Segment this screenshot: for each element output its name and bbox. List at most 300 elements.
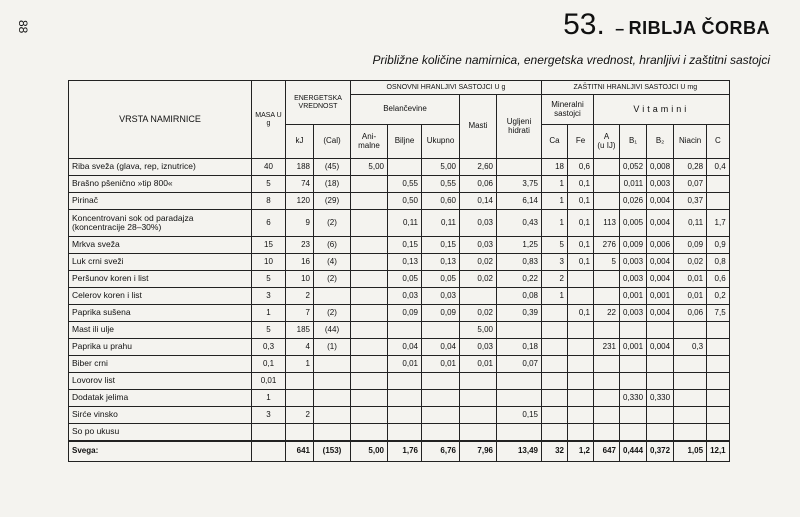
cell-b1 — [620, 356, 647, 373]
cell-a — [594, 288, 620, 305]
cell-b1 — [620, 373, 647, 390]
cell-b2 — [647, 322, 674, 339]
cell-fe: 0,1 — [568, 193, 594, 210]
cell-niacin: 0,06 — [674, 305, 707, 322]
header-vit-a-letter: A — [603, 131, 610, 141]
table-row — [69, 237, 730, 254]
cell-plant: 0,09 — [388, 305, 422, 322]
cell-name: Svega: — [69, 441, 252, 462]
cell-total: 0,60 — [422, 193, 460, 210]
cell-cal — [314, 407, 351, 424]
recipe-dash: – — [615, 21, 625, 38]
cell-a — [594, 176, 620, 193]
cell-mass: 3 — [252, 407, 286, 424]
cell-niacin: 0,3 — [674, 339, 707, 356]
cell-name: Lovorov list — [69, 373, 252, 390]
cell-fat — [460, 424, 497, 442]
cell-niacin: 1,05 — [674, 441, 707, 462]
cell-b1: 0,003 — [620, 271, 647, 288]
cell-kj: 2 — [286, 407, 314, 424]
subtitle: Približne količine namirnica, energetska vrednost, hranljivi i zaštitni sastojci — [372, 53, 770, 67]
cell-c — [707, 193, 730, 210]
cell-mass — [252, 424, 286, 442]
cell-animal — [351, 237, 388, 254]
cell-a — [594, 407, 620, 424]
cell-name: Paprika u prahu — [69, 339, 252, 356]
header-plant: Biljne — [388, 125, 422, 159]
cell-kj: 641 — [286, 441, 314, 462]
cell-animal — [351, 210, 388, 237]
cell-carbs: 1,25 — [497, 237, 542, 254]
cell-niacin: 0,37 — [674, 193, 707, 210]
cell-fe: 0,1 — [568, 176, 594, 193]
table-row — [69, 210, 730, 237]
cell-c: 0,4 — [707, 159, 730, 176]
cell-a: 647 — [594, 441, 620, 462]
cell-fat: 0,14 — [460, 193, 497, 210]
cell-animal — [351, 288, 388, 305]
cell-ca: 1 — [542, 193, 568, 210]
header-basic: OSNOVNI HRANLJIVI SASTOJCI U g — [351, 81, 542, 95]
cell-fat: 0,03 — [460, 210, 497, 237]
cell-b2: 0,008 — [647, 159, 674, 176]
cell-total — [422, 373, 460, 390]
cell-niacin: 0,11 — [674, 210, 707, 237]
cell-niacin — [674, 356, 707, 373]
cell-a — [594, 193, 620, 210]
cell-plant: 0,15 — [388, 237, 422, 254]
cell-c: 0,9 — [707, 237, 730, 254]
cell-kj: 188 — [286, 159, 314, 176]
cell-b1: 0,003 — [620, 305, 647, 322]
cell-c — [707, 322, 730, 339]
cell-plant: 0,13 — [388, 254, 422, 271]
cell-niacin: 0,01 — [674, 288, 707, 305]
cell-a — [594, 322, 620, 339]
cell-animal — [351, 407, 388, 424]
recipe-number: 53. — [563, 8, 605, 41]
cell-kj: 120 — [286, 193, 314, 210]
cell-cal — [314, 373, 351, 390]
table-row — [69, 193, 730, 210]
header-niacin: Niacin — [674, 125, 707, 159]
cell-mass: 0,01 — [252, 373, 286, 390]
cell-niacin — [674, 407, 707, 424]
cell-name: Biber crni — [69, 356, 252, 373]
cell-name: Sirće vinsko — [69, 407, 252, 424]
cell-cal: (45) — [314, 159, 351, 176]
cell-carbs: 0,15 — [497, 407, 542, 424]
table-row — [69, 356, 730, 373]
header-b2: B₂ — [647, 125, 674, 159]
cell-ca: 18 — [542, 159, 568, 176]
header-energy: ENERGETSKA VREDNOST — [286, 81, 351, 125]
cell-b2 — [647, 373, 674, 390]
cell-animal — [351, 424, 388, 442]
cell-mass: 3 — [252, 288, 286, 305]
cell-total: 5,00 — [422, 159, 460, 176]
header-total-protein: Ukupno — [422, 125, 460, 159]
header-vitamins: Vitamini — [594, 95, 730, 125]
cell-carbs: 13,49 — [497, 441, 542, 462]
cell-c: 12,1 — [707, 441, 730, 462]
cell-name: Pirinač — [69, 193, 252, 210]
cell-niacin: 0,01 — [674, 271, 707, 288]
cell-fe — [568, 322, 594, 339]
cell-plant — [388, 322, 422, 339]
header-protective: ZAŠTITNI HRANLJIVI SASTOJCI U mg — [542, 81, 730, 95]
header-b1: B₁ — [620, 125, 647, 159]
cell-animal — [351, 271, 388, 288]
cell-mass: 1 — [252, 305, 286, 322]
table-row — [69, 254, 730, 271]
cell-fe — [568, 339, 594, 356]
cell-b2: 0,003 — [647, 176, 674, 193]
cell-carbs — [497, 373, 542, 390]
cell-c — [707, 339, 730, 356]
cell-animal — [351, 373, 388, 390]
cell-animal — [351, 339, 388, 356]
cell-animal — [351, 322, 388, 339]
cell-b1: 0,444 — [620, 441, 647, 462]
cell-fat: 2,60 — [460, 159, 497, 176]
cell-b1: 0,052 — [620, 159, 647, 176]
cell-plant: 0,04 — [388, 339, 422, 356]
table-body — [69, 159, 730, 462]
cell-plant — [388, 390, 422, 407]
cell-b2 — [647, 407, 674, 424]
cell-fat: 0,06 — [460, 176, 497, 193]
cell-fat: 5,00 — [460, 322, 497, 339]
cell-niacin — [674, 373, 707, 390]
cell-kj: 10 — [286, 271, 314, 288]
cell-ca: 1 — [542, 176, 568, 193]
cell-fe: 0,1 — [568, 254, 594, 271]
cell-b1 — [620, 322, 647, 339]
cell-mass: 0,3 — [252, 339, 286, 356]
cell-fe: 0,1 — [568, 305, 594, 322]
cell-b2 — [647, 356, 674, 373]
cell-ca — [542, 322, 568, 339]
cell-fe: 0,1 — [568, 210, 594, 237]
cell-c: 0,6 — [707, 271, 730, 288]
table-row — [69, 407, 730, 424]
cell-cal: (2) — [314, 271, 351, 288]
cell-b1: 0,001 — [620, 288, 647, 305]
cell-niacin: 0,28 — [674, 159, 707, 176]
cell-a: 231 — [594, 339, 620, 356]
table-row — [69, 176, 730, 193]
cell-total: 0,55 — [422, 176, 460, 193]
cell-mass: 5 — [252, 322, 286, 339]
cell-cal: (153) — [314, 441, 351, 462]
cell-a: 5 — [594, 254, 620, 271]
cell-a — [594, 390, 620, 407]
table-row — [69, 322, 730, 339]
cell-carbs: 0,39 — [497, 305, 542, 322]
cell-b2: 0,006 — [647, 237, 674, 254]
table-row — [69, 424, 730, 442]
cell-total: 0,13 — [422, 254, 460, 271]
cell-plant: 0,55 — [388, 176, 422, 193]
cell-mass: 1 — [252, 390, 286, 407]
cell-plant: 1,76 — [388, 441, 422, 462]
cell-carbs — [497, 424, 542, 442]
cell-kj: 2 — [286, 288, 314, 305]
cell-niacin — [674, 390, 707, 407]
cell-a — [594, 356, 620, 373]
table-row — [69, 271, 730, 288]
header-fe: Fe — [568, 125, 594, 159]
cell-carbs — [497, 390, 542, 407]
cell-niacin — [674, 424, 707, 442]
cell-mass: 40 — [252, 159, 286, 176]
cell-b1: 0,001 — [620, 339, 647, 356]
cell-total: 0,01 — [422, 356, 460, 373]
cell-animal — [351, 305, 388, 322]
cell-name: Mrkva sveža — [69, 237, 252, 254]
cell-b1: 0,026 — [620, 193, 647, 210]
cell-c — [707, 373, 730, 390]
header-carbs: Ugljeni hidrati — [497, 95, 542, 159]
cell-ca — [542, 339, 568, 356]
cell-mass — [252, 441, 286, 462]
cell-c: 0,2 — [707, 288, 730, 305]
cell-a — [594, 159, 620, 176]
cell-c — [707, 424, 730, 442]
cell-carbs: 0,43 — [497, 210, 542, 237]
cell-c: 0,8 — [707, 254, 730, 271]
cell-mass: 10 — [252, 254, 286, 271]
recipe-name: RIBLJA ČORBA — [628, 18, 770, 38]
cell-kj: 4 — [286, 339, 314, 356]
cell-fat — [460, 407, 497, 424]
cell-fe — [568, 271, 594, 288]
cell-c: 7,5 — [707, 305, 730, 322]
cell-name: Peršunov koren i list — [69, 271, 252, 288]
cell-carbs — [497, 322, 542, 339]
cell-niacin — [674, 322, 707, 339]
cell-plant: 0,11 — [388, 210, 422, 237]
cell-fe: 1,2 — [568, 441, 594, 462]
cell-ca — [542, 356, 568, 373]
cell-ca: 3 — [542, 254, 568, 271]
cell-a: 22 — [594, 305, 620, 322]
cell-animal: 5,00 — [351, 159, 388, 176]
cell-b1 — [620, 424, 647, 442]
cell-fe — [568, 390, 594, 407]
cell-carbs: 0,08 — [497, 288, 542, 305]
cell-name: Luk crni sveži — [69, 254, 252, 271]
cell-b2: 0,372 — [647, 441, 674, 462]
cell-fe: 0,6 — [568, 159, 594, 176]
cell-total — [422, 390, 460, 407]
table-row — [69, 288, 730, 305]
cell-carbs: 0,07 — [497, 356, 542, 373]
cell-total — [422, 322, 460, 339]
cell-plant: 0,05 — [388, 271, 422, 288]
cell-ca — [542, 390, 568, 407]
cell-name: So po ukusu — [69, 424, 252, 442]
cell-b1: 0,003 — [620, 254, 647, 271]
cell-plant: 0,03 — [388, 288, 422, 305]
cell-fe — [568, 356, 594, 373]
cell-carbs: 0,18 — [497, 339, 542, 356]
cell-b2: 0,004 — [647, 193, 674, 210]
cell-b2: 0,001 — [647, 288, 674, 305]
total-row — [69, 441, 730, 462]
cell-cal: (6) — [314, 237, 351, 254]
cell-animal — [351, 254, 388, 271]
cell-kj: 7 — [286, 305, 314, 322]
cell-name: Riba sveža (glava, rep, iznutrice) — [69, 159, 252, 176]
header-fat: Masti — [460, 95, 497, 159]
cell-b2: 0,004 — [647, 271, 674, 288]
cell-fat: 0,03 — [460, 339, 497, 356]
cell-animal: 5,00 — [351, 441, 388, 462]
cell-b1: 0,011 — [620, 176, 647, 193]
cell-b1: 0,009 — [620, 237, 647, 254]
cell-mass: 0,1 — [252, 356, 286, 373]
header-kj: kJ — [286, 125, 314, 159]
cell-fe — [568, 407, 594, 424]
table-row — [69, 373, 730, 390]
page-number: 88 — [16, 20, 30, 34]
table-row — [69, 305, 730, 322]
cell-ca: 2 — [542, 271, 568, 288]
cell-ca — [542, 373, 568, 390]
cell-total: 0,05 — [422, 271, 460, 288]
cell-fat — [460, 288, 497, 305]
cell-mass: 15 — [252, 237, 286, 254]
nutrition-table — [68, 80, 730, 462]
header-vit-a — [594, 125, 620, 159]
header-item: VRSTA NAMIRNICE — [69, 81, 252, 159]
cell-cal — [314, 390, 351, 407]
cell-niacin: 0,07 — [674, 176, 707, 193]
cell-total: 0,15 — [422, 237, 460, 254]
cell-cal — [314, 424, 351, 442]
cell-plant — [388, 373, 422, 390]
cell-b2: 0,004 — [647, 210, 674, 237]
cell-b2 — [647, 424, 674, 442]
cell-a — [594, 373, 620, 390]
cell-total — [422, 407, 460, 424]
cell-total: 0,03 — [422, 288, 460, 305]
cell-fe — [568, 288, 594, 305]
cell-name: Brašno pšenično »tip 800« — [69, 176, 252, 193]
cell-b2: 0,004 — [647, 254, 674, 271]
cell-a — [594, 271, 620, 288]
cell-fat — [460, 390, 497, 407]
cell-fat: 0,02 — [460, 254, 497, 271]
cell-name: Paprika sušena — [69, 305, 252, 322]
cell-cal: (2) — [314, 210, 351, 237]
cell-mass: 6 — [252, 210, 286, 237]
cell-name: Mast ili ulje — [69, 322, 252, 339]
cell-carbs: 0,83 — [497, 254, 542, 271]
cell-fat: 0,01 — [460, 356, 497, 373]
cell-fe — [568, 373, 594, 390]
header-cal: (Cal) — [314, 125, 351, 159]
header-minerals: Mineralni sastojci — [542, 95, 594, 125]
cell-ca: 5 — [542, 237, 568, 254]
cell-ca: 1 — [542, 210, 568, 237]
cell-b1: 0,005 — [620, 210, 647, 237]
cell-carbs — [497, 159, 542, 176]
cell-mass: 5 — [252, 271, 286, 288]
table-row — [69, 159, 730, 176]
cell-animal — [351, 176, 388, 193]
header-mass: MASA U g — [252, 81, 286, 159]
cell-niacin: 0,02 — [674, 254, 707, 271]
cell-kj — [286, 424, 314, 442]
cell-total: 0,04 — [422, 339, 460, 356]
cell-mass: 8 — [252, 193, 286, 210]
cell-plant — [388, 407, 422, 424]
table-row — [69, 390, 730, 407]
cell-carbs: 0,22 — [497, 271, 542, 288]
cell-ca: 32 — [542, 441, 568, 462]
cell-kj: 74 — [286, 176, 314, 193]
cell-total: 0,11 — [422, 210, 460, 237]
cell-c — [707, 390, 730, 407]
cell-cal — [314, 288, 351, 305]
cell-name: Celerov koren i list — [69, 288, 252, 305]
cell-kj: 16 — [286, 254, 314, 271]
cell-cal: (29) — [314, 193, 351, 210]
cell-kj: 1 — [286, 356, 314, 373]
cell-niacin: 0,09 — [674, 237, 707, 254]
cell-cal: (18) — [314, 176, 351, 193]
cell-b2: 0,330 — [647, 390, 674, 407]
cell-kj: 185 — [286, 322, 314, 339]
cell-animal — [351, 390, 388, 407]
header-c: C — [707, 125, 730, 159]
cell-fat: 0,02 — [460, 271, 497, 288]
table-row — [69, 339, 730, 356]
cell-ca — [542, 407, 568, 424]
table-header — [69, 81, 730, 159]
cell-plant: 0,01 — [388, 356, 422, 373]
cell-cal: (44) — [314, 322, 351, 339]
cell-c — [707, 356, 730, 373]
cell-name: Dodatak jelima — [69, 390, 252, 407]
cell-fat: 7,96 — [460, 441, 497, 462]
cell-kj: 23 — [286, 237, 314, 254]
cell-ca — [542, 424, 568, 442]
header-vit-a-unit: (u IJ) — [597, 140, 616, 150]
cell-fe — [568, 424, 594, 442]
cell-b2: 0,004 — [647, 305, 674, 322]
cell-fat: 0,03 — [460, 237, 497, 254]
cell-total — [422, 424, 460, 442]
cell-c: 1,7 — [707, 210, 730, 237]
cell-b2: 0,004 — [647, 339, 674, 356]
cell-carbs: 3,75 — [497, 176, 542, 193]
cell-fat — [460, 373, 497, 390]
cell-fe: 0,1 — [568, 237, 594, 254]
cell-name: Koncentrovani sok od paradajza (koncentracije 28–30%) — [69, 210, 252, 237]
header-ca: Ca — [542, 125, 568, 159]
header-animal: Ani- malne — [351, 125, 388, 159]
cell-plant: 0,50 — [388, 193, 422, 210]
cell-fat: 0,02 — [460, 305, 497, 322]
cell-kj — [286, 390, 314, 407]
cell-carbs: 6,14 — [497, 193, 542, 210]
cell-cal — [314, 356, 351, 373]
cell-kj: 9 — [286, 210, 314, 237]
